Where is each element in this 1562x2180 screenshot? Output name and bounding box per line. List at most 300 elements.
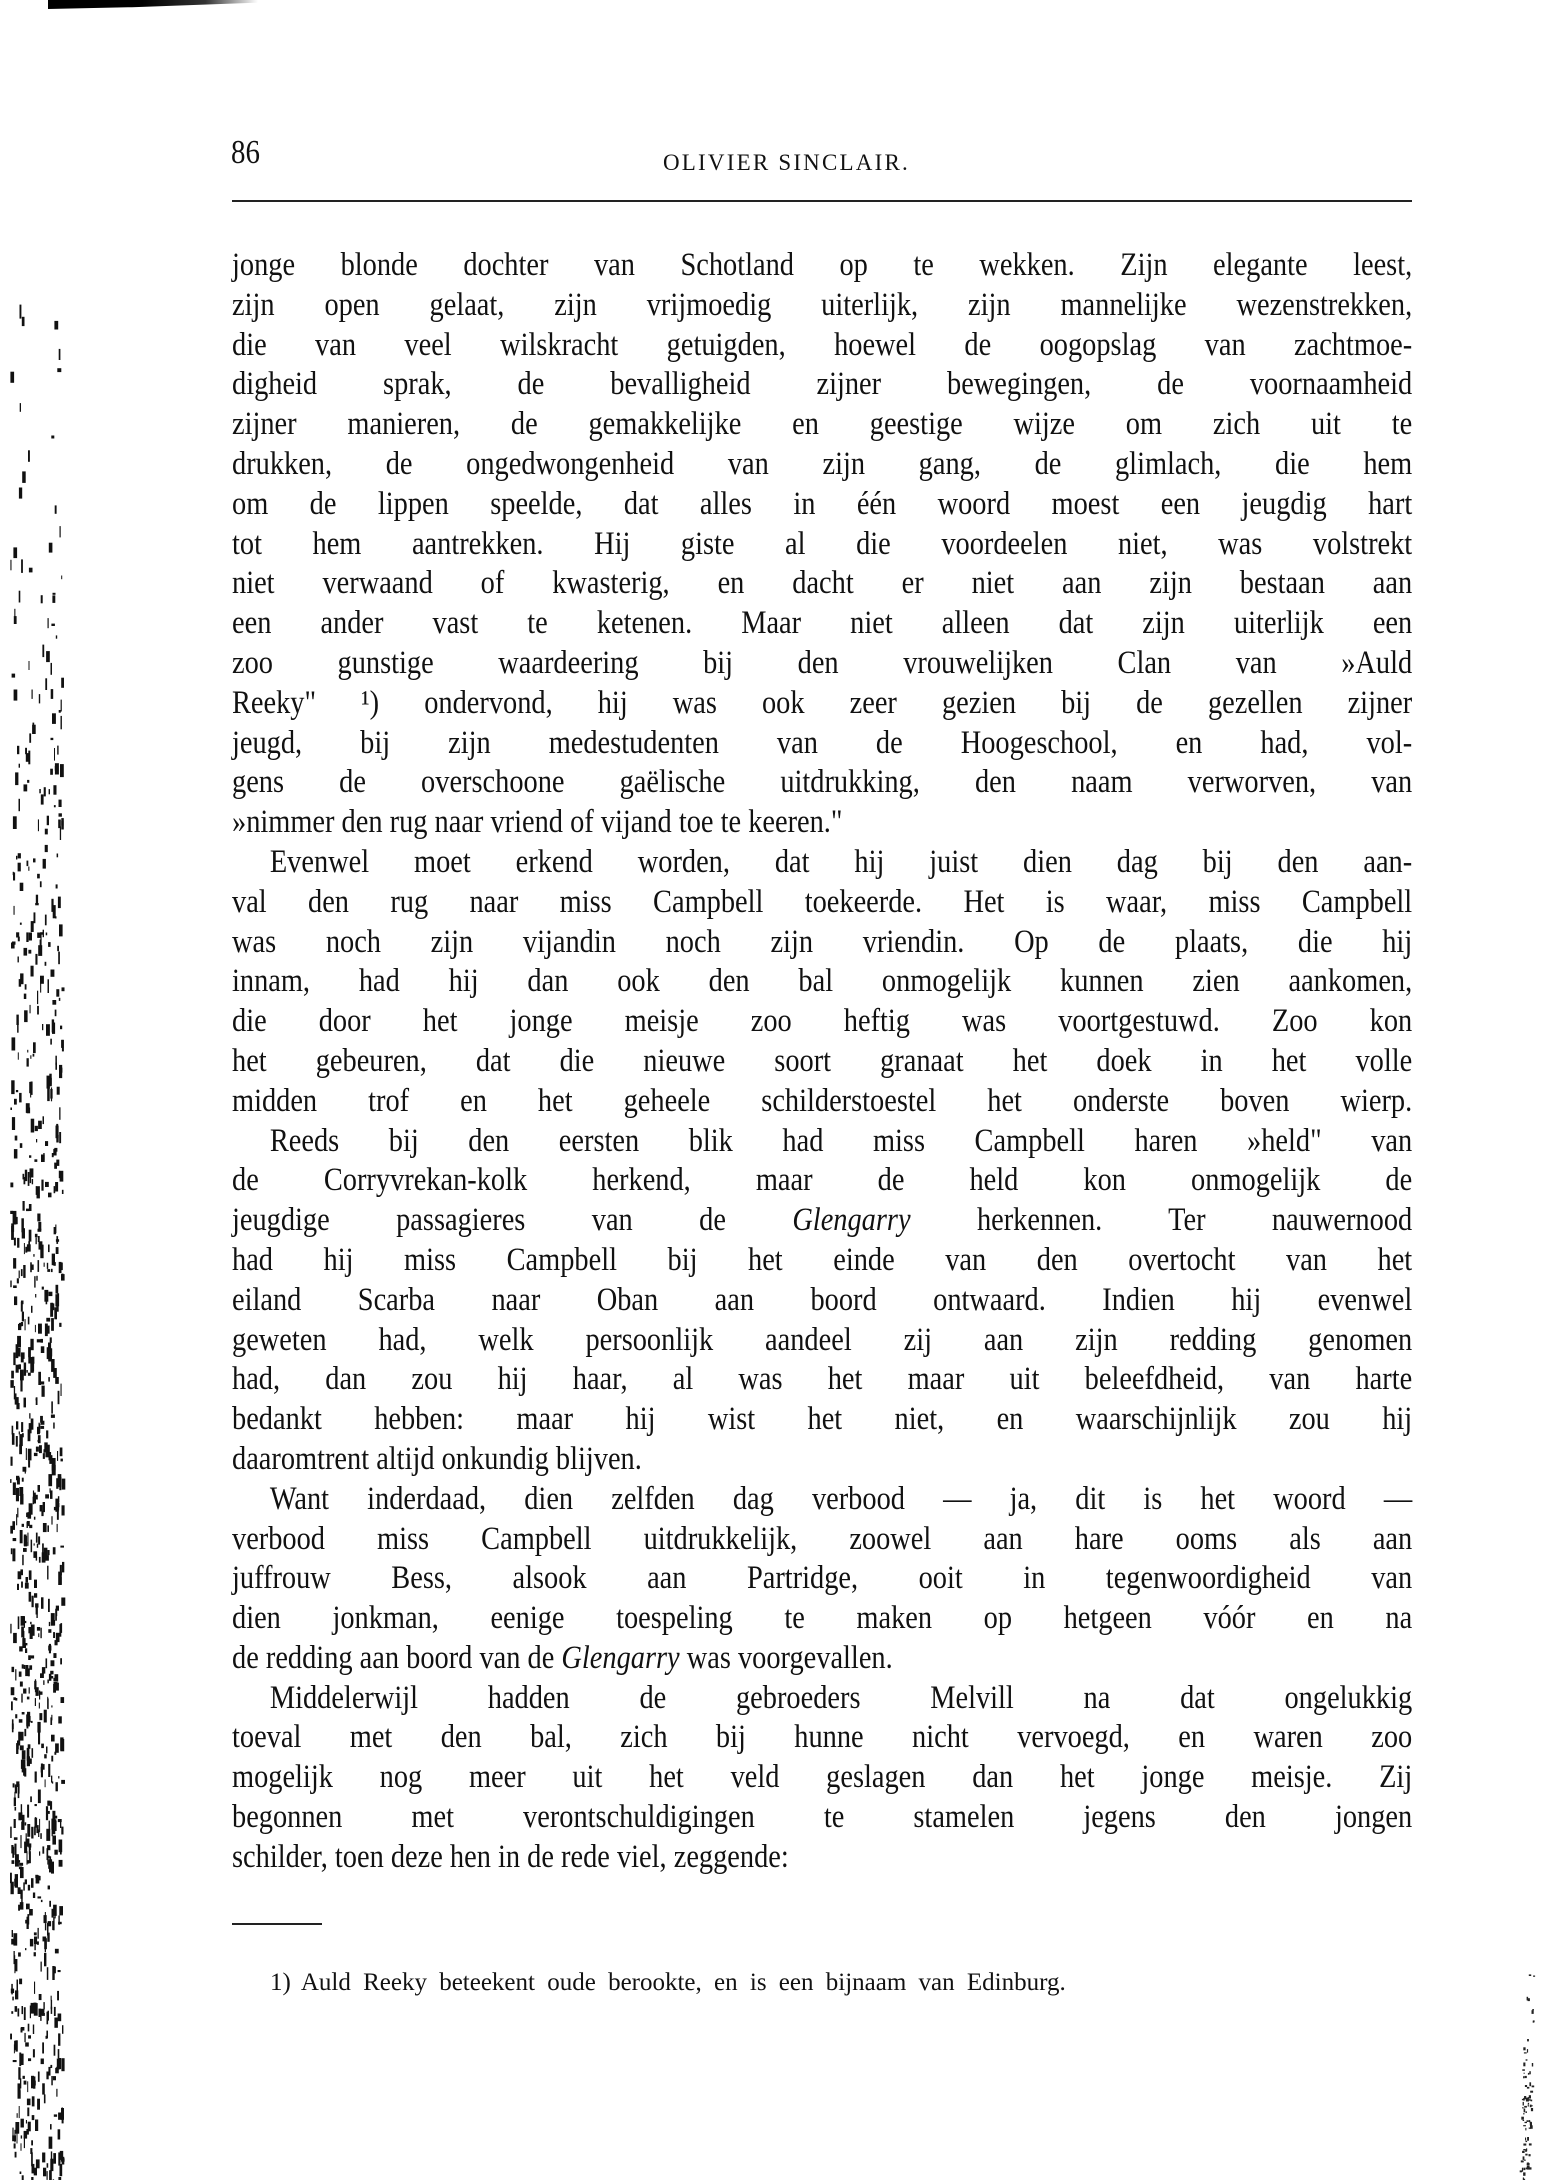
scan-noise-mark xyxy=(42,1667,45,1674)
scan-noise-mark xyxy=(35,954,37,965)
scan-noise-mark xyxy=(29,1592,32,1602)
scan-noise-mark xyxy=(1528,1998,1530,2001)
scan-noise-mark xyxy=(21,1582,23,1588)
text-line-with-italic xyxy=(232,1639,1412,1679)
scan-noise-mark xyxy=(61,1827,63,1835)
scan-noise-mark xyxy=(61,716,62,729)
scan-noise-mark xyxy=(51,436,54,439)
scan-noise-mark xyxy=(14,1149,18,1158)
scan-noise-mark xyxy=(17,1238,19,1248)
text-line: geweten had, welk persoonlijk aandeel zij aan zijn redding genomen xyxy=(232,1321,1413,1358)
scan-noise-mark xyxy=(38,1236,40,1242)
scan-noise-mark xyxy=(33,858,36,862)
scan-noise-mark xyxy=(31,1878,34,1888)
scan-noise-mark xyxy=(49,1455,53,1460)
scan-noise-mark xyxy=(59,998,61,1001)
scan-noise-mark xyxy=(50,1801,52,1810)
scan-noise-mark xyxy=(51,1401,53,1413)
scan-noise-mark xyxy=(41,1346,45,1353)
footnote-text: Auld Reeky beteekent oude berookte, en is een bijnaam van Edinburg. xyxy=(300,1969,1066,1996)
scan-noise-mark xyxy=(18,1952,21,1956)
scan-noise-mark xyxy=(51,624,55,626)
scan-noise-mark xyxy=(13,1697,16,1700)
scan-noise-mark xyxy=(21,1422,23,1432)
scan-noise-mark xyxy=(20,403,21,412)
scan-noise-mark xyxy=(30,2006,31,2019)
scan-noise-mark xyxy=(19,1271,20,1279)
scan-noise-mark xyxy=(18,1052,19,1059)
scan-noise-mark xyxy=(10,1281,11,1288)
scan-noise-mark xyxy=(39,1713,42,1720)
scan-noise-mark xyxy=(16,1743,18,1754)
scan-noise-mark xyxy=(50,2065,52,2068)
scan-noise-mark xyxy=(26,932,28,942)
scan-noise-mark xyxy=(48,1599,50,1612)
scan-noise-mark xyxy=(14,609,15,617)
scan-noise-mark xyxy=(21,1822,24,1830)
scan-noise-mark xyxy=(27,1805,29,1818)
text-line: was noch zijn vijandin noch zijn vriendin. Op de plaats, die hij xyxy=(232,923,1413,960)
scan-noise-mark xyxy=(60,1171,64,1182)
scan-noise-mark xyxy=(1524,2073,1525,2074)
scan-noise-mark xyxy=(23,1882,25,1890)
scan-noise-mark xyxy=(60,526,61,537)
scan-noise-mark xyxy=(35,1325,36,1332)
scan-noise-mark xyxy=(36,1533,38,1543)
scan-noise-mark xyxy=(42,645,44,658)
scan-noise-mark xyxy=(49,1821,50,1834)
scan-noise-mark xyxy=(60,1623,62,1633)
scan-noise-mark xyxy=(32,1179,33,1184)
scan-noise-mark xyxy=(13,547,17,558)
scan-noise-mark xyxy=(33,723,35,732)
scan-noise-mark xyxy=(39,1703,40,1709)
scan-edge-left xyxy=(0,290,70,2180)
scan-noise-mark xyxy=(58,1776,59,1778)
scan-noise-mark xyxy=(23,1201,25,1211)
text-line: mogelijk nog meer uit het veld geslagen dan het jonge meisje. Zij xyxy=(232,1759,1413,1796)
scan-noise-mark xyxy=(47,1680,49,1684)
scan-noise-mark xyxy=(49,543,53,553)
scan-noise-mark xyxy=(36,895,38,904)
text-line-with-italic xyxy=(232,1201,1412,1241)
scan-noise-mark xyxy=(18,1812,22,1820)
paragraph-start-line: Evenwel moet erkend worden, dat hij juist dien dag bij den aan- xyxy=(269,843,1413,880)
scan-noise-mark xyxy=(1523,2172,1525,2175)
scan-noise-mark xyxy=(29,1413,30,1418)
text-line: midden trof en het geheele schilderstoestel het onderste boven wierp. xyxy=(232,1082,1413,1119)
text-line: het gebeuren, dat die nieuwe soort granaat het doek in het volle xyxy=(232,1042,1413,1079)
text-line: die van veel wilskracht getuigden, hoewel de oogopslag van zachtmoe- xyxy=(232,326,1413,363)
scan-noise-mark xyxy=(1528,2103,1529,2105)
scan-noise-mark xyxy=(40,1628,41,1639)
scan-noise-mark xyxy=(47,1566,48,1580)
scan-noise-mark xyxy=(54,805,56,807)
scan-noise-mark xyxy=(46,933,48,936)
scan-noise-mark xyxy=(61,1040,64,1048)
scan-noise-mark xyxy=(1527,2120,1529,2122)
scan-noise-mark xyxy=(16,1421,18,1429)
scan-noise-mark xyxy=(53,785,56,795)
scan-noise-mark xyxy=(41,1155,45,1163)
scan-noise-mark xyxy=(38,1324,42,1334)
scan-noise-mark xyxy=(56,989,59,997)
scan-noise-mark xyxy=(14,1960,15,1974)
scan-noise-mark xyxy=(35,1603,38,1607)
scan-noise-mark xyxy=(22,1555,24,1565)
scan-noise-mark xyxy=(27,1521,30,1526)
scan-noise-mark xyxy=(22,1750,26,1759)
scan-noise-mark xyxy=(39,789,41,793)
scan-noise-mark xyxy=(44,787,46,796)
scan-noise-mark xyxy=(61,1459,63,1462)
scan-noise-mark xyxy=(27,2081,28,2092)
scan-noise-mark xyxy=(16,1015,18,1025)
scan-noise-mark xyxy=(12,1117,15,1130)
scan-noise-mark xyxy=(1523,2047,1525,2050)
scan-noise-mark xyxy=(16,1365,19,1373)
scan-noise-mark xyxy=(33,1042,36,1053)
scan-noise-mark xyxy=(62,1274,64,1279)
text-line: juffrouw Bess, alsook aan Partridge, ooit in tegenwoordigheid van xyxy=(232,1560,1413,1597)
scan-noise-mark xyxy=(15,1714,17,1718)
scan-noise-mark xyxy=(45,1494,49,1498)
scan-noise-mark xyxy=(18,1787,20,1798)
scan-noise-mark xyxy=(45,1923,46,1930)
scan-noise-mark xyxy=(58,1716,62,1723)
scan-noise-mark xyxy=(57,1451,58,1461)
scan-noise-mark xyxy=(54,1850,57,1855)
scan-noise-mark xyxy=(50,2124,52,2129)
scan-noise-mark xyxy=(18,2067,20,2080)
scan-noise-mark xyxy=(47,2171,48,2180)
scan-noise-mark xyxy=(1524,2106,1527,2108)
scan-noise-mark xyxy=(12,1930,13,1937)
scan-noise-mark xyxy=(24,2007,26,2020)
scan-noise-mark xyxy=(53,2153,56,2164)
scan-noise-mark xyxy=(34,1952,36,1956)
scan-noise-mark xyxy=(59,1906,63,1915)
scan-noise-mark xyxy=(30,1055,31,1059)
scan-noise-mark xyxy=(31,921,34,932)
scan-noise-mark xyxy=(51,1415,55,1418)
scan-noise-mark xyxy=(56,635,57,638)
text-segment: was voorgevallen. xyxy=(679,1639,893,1676)
scan-noise-mark xyxy=(29,1204,32,1211)
scan-noise-mark xyxy=(30,1168,34,1177)
scan-noise-mark xyxy=(45,678,47,690)
scan-noise-mark xyxy=(22,1712,25,1715)
scan-noise-mark xyxy=(18,1732,20,1746)
scan-noise-mark xyxy=(14,1238,16,1246)
scan-noise-mark xyxy=(11,1882,14,1895)
scan-noise-mark xyxy=(21,559,23,573)
scan-noise-mark xyxy=(11,1457,13,1466)
scan-noise-mark xyxy=(35,1772,37,1783)
scan-noise-mark xyxy=(53,1262,55,1266)
scan-noise-mark xyxy=(60,1448,63,1457)
scan-noise-mark xyxy=(46,1747,48,1754)
scan-noise-mark xyxy=(40,1673,44,1678)
scan-noise-mark xyxy=(60,1841,62,1855)
scan-noise-mark xyxy=(50,2159,53,2171)
scan-noise-mark xyxy=(41,1962,42,1972)
scan-noise-mark xyxy=(43,1764,45,1770)
scan-noise-mark xyxy=(54,748,55,761)
scan-noise-mark xyxy=(22,1664,24,1668)
scan-noise-mark xyxy=(60,2164,63,2176)
scan-noise-mark xyxy=(21,1322,23,1326)
scan-noise-mark xyxy=(59,1323,61,1327)
paragraph-start-line: Middelerwijl hadden de gebroeders Melvill na dat ongelukkig xyxy=(269,1679,1413,1716)
scan-noise-mark xyxy=(22,317,25,326)
scan-noise-mark xyxy=(1523,2102,1524,2106)
scan-noise-mark xyxy=(30,1845,31,1850)
scan-noise-mark xyxy=(41,1421,45,1425)
scan-noise-mark xyxy=(48,1245,50,1253)
scan-noise-mark xyxy=(13,1285,17,1288)
scan-noise-mark xyxy=(37,991,38,1004)
scan-noise-mark xyxy=(12,942,16,945)
scan-noise-mark xyxy=(60,1658,62,1664)
scan-noise-mark xyxy=(61,2058,64,2071)
scan-noise-mark xyxy=(51,1705,52,1707)
scan-noise-mark xyxy=(20,2054,24,2065)
scan-noise-mark xyxy=(36,1557,37,1561)
scan-noise-mark xyxy=(29,1082,30,1093)
scan-noise-mark xyxy=(53,1632,55,1638)
scan-noise-mark xyxy=(46,1318,50,1322)
scan-noise-mark xyxy=(1533,1976,1535,1977)
scan-noise-mark xyxy=(21,1627,24,1638)
scan-noise-mark xyxy=(46,1024,50,1036)
scan-noise-mark xyxy=(14,1792,15,1800)
scan-noise-mark xyxy=(42,1287,44,1290)
scan-noise-mark xyxy=(17,1508,18,1518)
scan-noise-mark xyxy=(46,1299,48,1304)
scan-noise-mark xyxy=(1529,1974,1531,1976)
scan-noise-mark xyxy=(40,1426,44,1429)
scan-noise-mark xyxy=(41,1744,44,1749)
ship-name-italic: Glengarry xyxy=(561,1639,680,1676)
text-line: digheid sprak, de bevalligheid zijner bewegingen, de voornaamheid xyxy=(232,366,1413,403)
scan-noise-mark xyxy=(1523,2156,1525,2160)
scan-noise-mark xyxy=(61,1068,62,1073)
scan-noise-mark xyxy=(20,1835,21,1848)
scan-noise-mark xyxy=(16,932,19,937)
scan-noise-mark xyxy=(20,1530,23,1543)
scan-noise-mark xyxy=(1526,2059,1528,2060)
scan-noise-mark xyxy=(1531,2108,1533,2111)
scan-noise-mark xyxy=(37,1427,40,1434)
scan-noise-mark xyxy=(45,1945,46,1953)
scan-noise-mark xyxy=(29,1423,32,1433)
scan-noise-mark xyxy=(13,1783,15,1787)
scan-noise-mark xyxy=(37,874,40,879)
scan-noise-mark xyxy=(41,1511,43,1516)
footnote-rule xyxy=(232,1923,322,1925)
scan-noise-mark xyxy=(53,1547,56,1554)
ship-name-italic: Glengarry xyxy=(792,1202,911,1239)
scan-noise-mark xyxy=(10,1479,11,1483)
scan-noise-mark xyxy=(43,2002,44,2009)
scan-noise-mark xyxy=(1527,2164,1528,2165)
scan-noise-mark xyxy=(60,1820,61,1828)
scan-noise-mark xyxy=(30,1796,32,1802)
scan-noise-mark xyxy=(31,1306,33,1313)
scan-noise-mark xyxy=(35,1234,38,1238)
text-line: val den rug naar miss Campbell toekeerde. Het is waar, miss Campbell xyxy=(232,883,1413,920)
scan-noise-mark xyxy=(27,1697,30,1700)
scan-noise-mark xyxy=(54,1819,56,1822)
scan-noise-mark xyxy=(1521,2117,1524,2120)
scan-noise-mark xyxy=(24,1729,26,1736)
scan-noise-mark xyxy=(16,1403,19,1409)
scan-noise-mark xyxy=(1527,2137,1529,2141)
scan-noise-mark xyxy=(11,2011,13,2014)
scan-noise-mark xyxy=(36,2159,40,2168)
scan-noise-mark xyxy=(13,1258,16,1269)
scan-noise-mark xyxy=(28,1655,31,1660)
scan-noise-mark xyxy=(61,1780,65,1784)
scan-noise-mark xyxy=(26,1513,29,1518)
scan-noise-mark xyxy=(38,1372,41,1385)
scan-noise-mark xyxy=(34,1593,37,1598)
scan-noise-mark xyxy=(27,1050,28,1053)
scan-noise-mark xyxy=(24,1363,26,1376)
scan-noise-mark xyxy=(61,678,64,688)
scan-noise-mark xyxy=(30,1622,32,1624)
scan-noise-mark xyxy=(44,1548,48,1559)
scan-noise-mark xyxy=(32,2115,35,2120)
scan-noise-mark xyxy=(1520,2170,1522,2172)
scan-noise-mark xyxy=(24,948,28,956)
scan-noise-mark xyxy=(28,1744,31,1749)
scan-noise-mark xyxy=(14,616,17,624)
scan-noise-mark xyxy=(31,1655,34,1658)
scan-noise-mark xyxy=(44,1754,47,1758)
scan-noise-mark xyxy=(35,2120,38,2132)
scan-noise-mark xyxy=(58,2033,60,2045)
scan-noise-mark xyxy=(18,2008,20,2016)
scan-noise-mark xyxy=(1526,2111,1528,2113)
scan-noise-mark xyxy=(1523,2125,1526,2126)
scan-noise-mark xyxy=(27,861,29,867)
scan-noise-mark xyxy=(21,1269,23,1276)
scan-noise-mark xyxy=(16,1436,18,1447)
scan-noise-mark xyxy=(51,1318,54,1331)
scan-noise-mark xyxy=(60,1026,62,1030)
scan-noise-mark xyxy=(35,1817,36,1826)
scan-noise-mark xyxy=(60,1546,64,1548)
scan-noise-mark xyxy=(1532,2010,1534,2014)
scan-noise-mark xyxy=(55,1743,59,1752)
scan-noise-mark xyxy=(1525,2154,1527,2156)
scan-noise-mark xyxy=(16,1090,18,1092)
scan-noise-mark xyxy=(46,1658,48,1668)
scan-noise-mark xyxy=(1522,2069,1525,2071)
text-line: gens de overschoone gaëlische uitdrukking, den naam verworven, van xyxy=(232,764,1413,801)
scan-noise-mark xyxy=(12,674,16,678)
scan-noise-mark xyxy=(31,1119,35,1133)
scan-noise-mark xyxy=(24,2131,28,2139)
scan-noise-mark xyxy=(38,819,39,831)
scan-noise-mark xyxy=(48,2067,50,2076)
scan-noise-mark xyxy=(27,1058,29,1066)
scan-noise-mark xyxy=(11,1989,14,1994)
scan-noise-mark xyxy=(44,1263,45,1267)
scan-noise-mark xyxy=(36,1447,39,1452)
scan-noise-mark xyxy=(15,772,18,785)
scan-noise-mark xyxy=(37,1722,40,1733)
scan-noise-mark xyxy=(13,1538,17,1541)
scan-noise-mark xyxy=(16,1488,19,1501)
scan-noise-mark xyxy=(12,1997,14,2001)
scan-noise-mark xyxy=(54,2018,58,2028)
scan-noise-mark xyxy=(48,1859,52,1869)
scan-noise-mark xyxy=(59,1860,63,1867)
scan-noise-mark xyxy=(21,2135,22,2138)
scan-noise-mark xyxy=(61,1598,65,1606)
scan-noise-mark xyxy=(29,1503,33,1514)
text-line: die door het jonge meisje zoo heftig was voortgestuwd. Zoo kon xyxy=(232,1003,1413,1040)
scan-noise-mark xyxy=(24,2081,27,2085)
scan-noise-mark xyxy=(47,816,49,826)
scan-noise-mark xyxy=(26,1448,27,1460)
scan-noise-mark xyxy=(1527,2039,1529,2041)
scan-noise-mark xyxy=(43,859,46,869)
scan-noise-mark xyxy=(36,1139,37,1142)
scan-noise-mark xyxy=(60,1737,63,1750)
scan-noise-mark xyxy=(55,1010,57,1017)
paragraph-start-line: Want inderdaad, dien zelfden dag verbood — ja, dit is het woord — xyxy=(269,1480,1413,1517)
scan-noise-mark xyxy=(47,1263,48,1269)
scan-noise-mark xyxy=(45,962,47,966)
scan-noise-mark xyxy=(1529,2143,1532,2145)
scan-noise-mark xyxy=(37,1544,38,1548)
scan-noise-mark xyxy=(37,2099,40,2110)
scan-noise-mark xyxy=(51,1613,55,1626)
scan-noise-mark xyxy=(15,1990,18,1999)
scan-noise-mark xyxy=(34,2003,37,2011)
scan-noise-mark xyxy=(29,1665,32,1670)
scan-noise-mark xyxy=(26,753,30,762)
scan-noise-mark xyxy=(29,1155,31,1158)
scan-noise-mark xyxy=(30,1632,33,1639)
scan-noise-mark xyxy=(28,1357,32,1364)
scan-noise-mark xyxy=(27,2099,31,2106)
scan-noise-mark xyxy=(56,1285,59,1294)
scan-noise-mark xyxy=(14,2130,15,2143)
scan-noise-mark xyxy=(18,863,21,872)
scan-noise-mark xyxy=(27,780,29,783)
scan-noise-mark xyxy=(47,2163,49,2168)
scan-noise-mark xyxy=(1529,2099,1530,2101)
scan-noise-mark xyxy=(19,979,21,987)
scan-noise-mark xyxy=(15,2122,19,2134)
scan-noise-mark xyxy=(62,1505,65,1515)
scan-noise-mark xyxy=(53,1678,57,1682)
scan-noise-mark xyxy=(35,1126,38,1131)
scan-noise-mark xyxy=(49,1622,50,1626)
scan-noise-mark xyxy=(42,2153,45,2163)
scan-noise-mark xyxy=(19,1364,22,1369)
scan-noise-mark xyxy=(34,1932,37,1935)
scan-noise-mark xyxy=(38,1121,42,1129)
scan-noise-mark xyxy=(17,2132,18,2144)
scan-noise-mark xyxy=(54,1307,57,1319)
scan-noise-mark xyxy=(1529,2167,1532,2169)
